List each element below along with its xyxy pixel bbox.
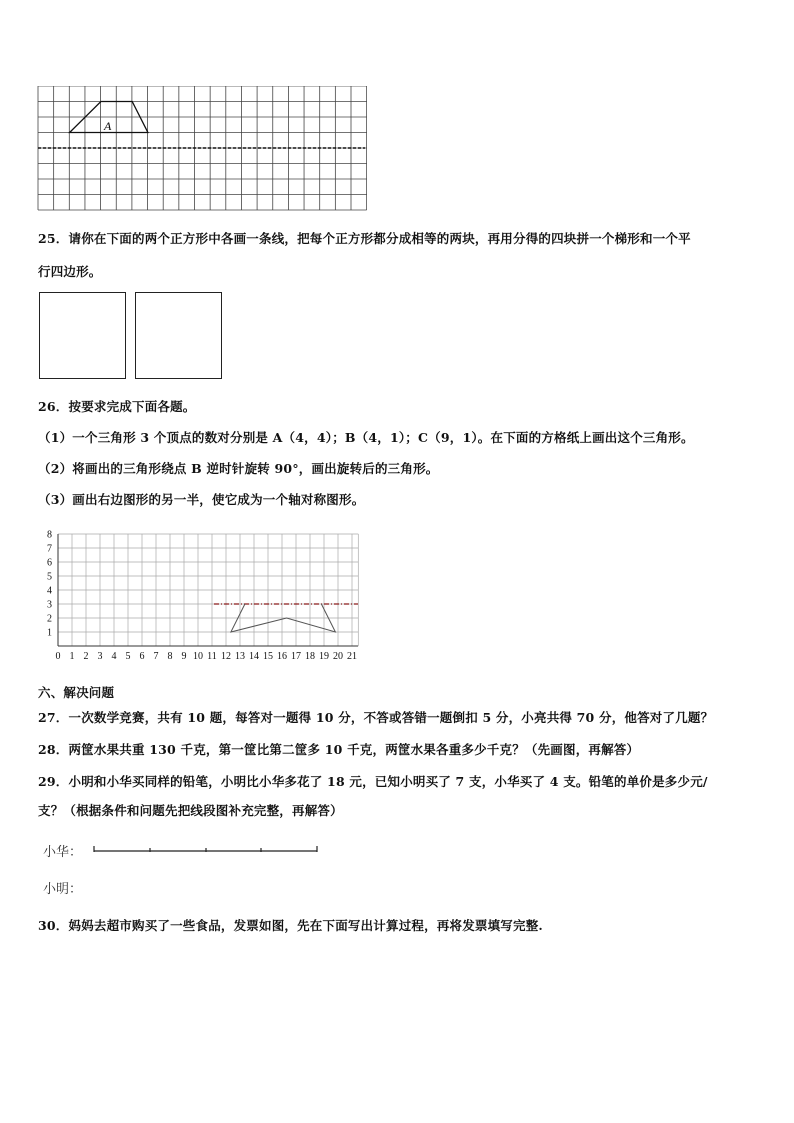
top-grid-lines — [38, 86, 367, 210]
q26-part3: （3）画出右边图形的另一半，使它成为一个轴对称图形。 — [38, 492, 365, 507]
y-tick-label: 7 — [47, 543, 52, 555]
x-tick-label: 19 — [319, 651, 329, 662]
x-tick-label: 17 — [291, 651, 301, 662]
q25-line1: 25．请你在下面的两个正方形中各画一条线，把每个正方形都分成相等的两块，再用分得的四块拼一个梯形和一个平 — [38, 231, 691, 246]
x-tick-label: 11 — [207, 651, 217, 662]
q28: 28．两筐水果共重 130 千克，第一筐比第二筐多 10 千克，两筐水果各重多少千克？（先画图，再解答） — [38, 742, 640, 757]
q26-title: 26．按要求完成下面各题。 — [38, 399, 196, 414]
x-tick-label: 12 — [221, 651, 231, 662]
q26-part1: （1）一个三角形 3 个顶点的数对分别是 A（4，4）；B（4，1）；C（9，1）。在下面的方格纸上画出这个三角形。 — [38, 430, 694, 445]
x-tick-label: 15 — [263, 651, 273, 662]
x-tick-label: 5 — [125, 651, 131, 662]
xiaohua-segment-diagram — [92, 842, 322, 856]
y-tick-label: 6 — [47, 557, 52, 569]
label-xiaoming: 小明： — [43, 882, 83, 897]
x-tick-label: 14 — [249, 651, 259, 662]
coordinate-grid[interactable] — [38, 528, 368, 666]
q27: 27．一次数学竞赛，共有 10 题，每答对一题得 10 分，不答或答错一题倒扣 5 分，小亮共得 70 分，他答对了几题？ — [38, 710, 714, 725]
square-2[interactable] — [135, 292, 222, 379]
x-tick-label: 4 — [111, 651, 117, 662]
y-tick-label: 5 — [47, 571, 52, 583]
label-xiaohua: 小华： — [43, 845, 83, 860]
x-tick-label: 6 — [139, 651, 145, 662]
x-tick-label: 3 — [97, 651, 103, 662]
trapezoid-label: A — [104, 119, 112, 133]
x-tick-label: 10 — [193, 651, 203, 662]
x-tick-labels — [56, 651, 358, 662]
section-6-title: 六、解决问题 — [38, 685, 115, 700]
coord-grid-lines — [58, 534, 358, 646]
q25-line2: 行四边形。 — [38, 264, 102, 279]
x-tick-label: 21 — [347, 651, 357, 662]
x-tick-label: 18 — [305, 651, 315, 662]
square-1[interactable] — [39, 292, 126, 379]
q29-line2: 支？（根据条件和问题先把线段图补充完整，再解答） — [38, 803, 343, 818]
x-tick-label: 0 — [55, 651, 61, 662]
q30: 30．妈妈去超市购买了一些食品，发票如图，先在下面写出计算过程，再将发票填写完整. — [38, 918, 543, 933]
x-tick-label: 9 — [181, 651, 187, 662]
y-tick-label: 3 — [47, 599, 52, 611]
y-tick-label: 8 — [47, 529, 52, 541]
x-tick-label: 16 — [277, 651, 287, 662]
y-tick-labels — [47, 530, 52, 639]
y-tick-label: 1 — [47, 627, 52, 639]
x-tick-label: 7 — [153, 651, 159, 662]
q26-part2: （2）将画出的三角形绕点 B 逆时针旋转 90°，画出旋转后的三角形。 — [38, 461, 439, 476]
q29-line1: 29．小明和小华买同样的铅笔，小明比小华多花了 18 元，已知小明买了 7 支，小华买了 4 支。铅笔的单价是多少元/ — [38, 774, 708, 789]
x-tick-label: 13 — [235, 651, 245, 662]
top-grid-figure — [37, 86, 367, 212]
x-tick-label: 2 — [83, 651, 89, 662]
x-tick-label: 1 — [69, 651, 75, 662]
y-tick-label: 2 — [47, 613, 52, 625]
y-tick-label: 4 — [47, 585, 52, 597]
x-tick-label: 8 — [167, 651, 173, 662]
x-tick-label: 20 — [333, 651, 343, 662]
